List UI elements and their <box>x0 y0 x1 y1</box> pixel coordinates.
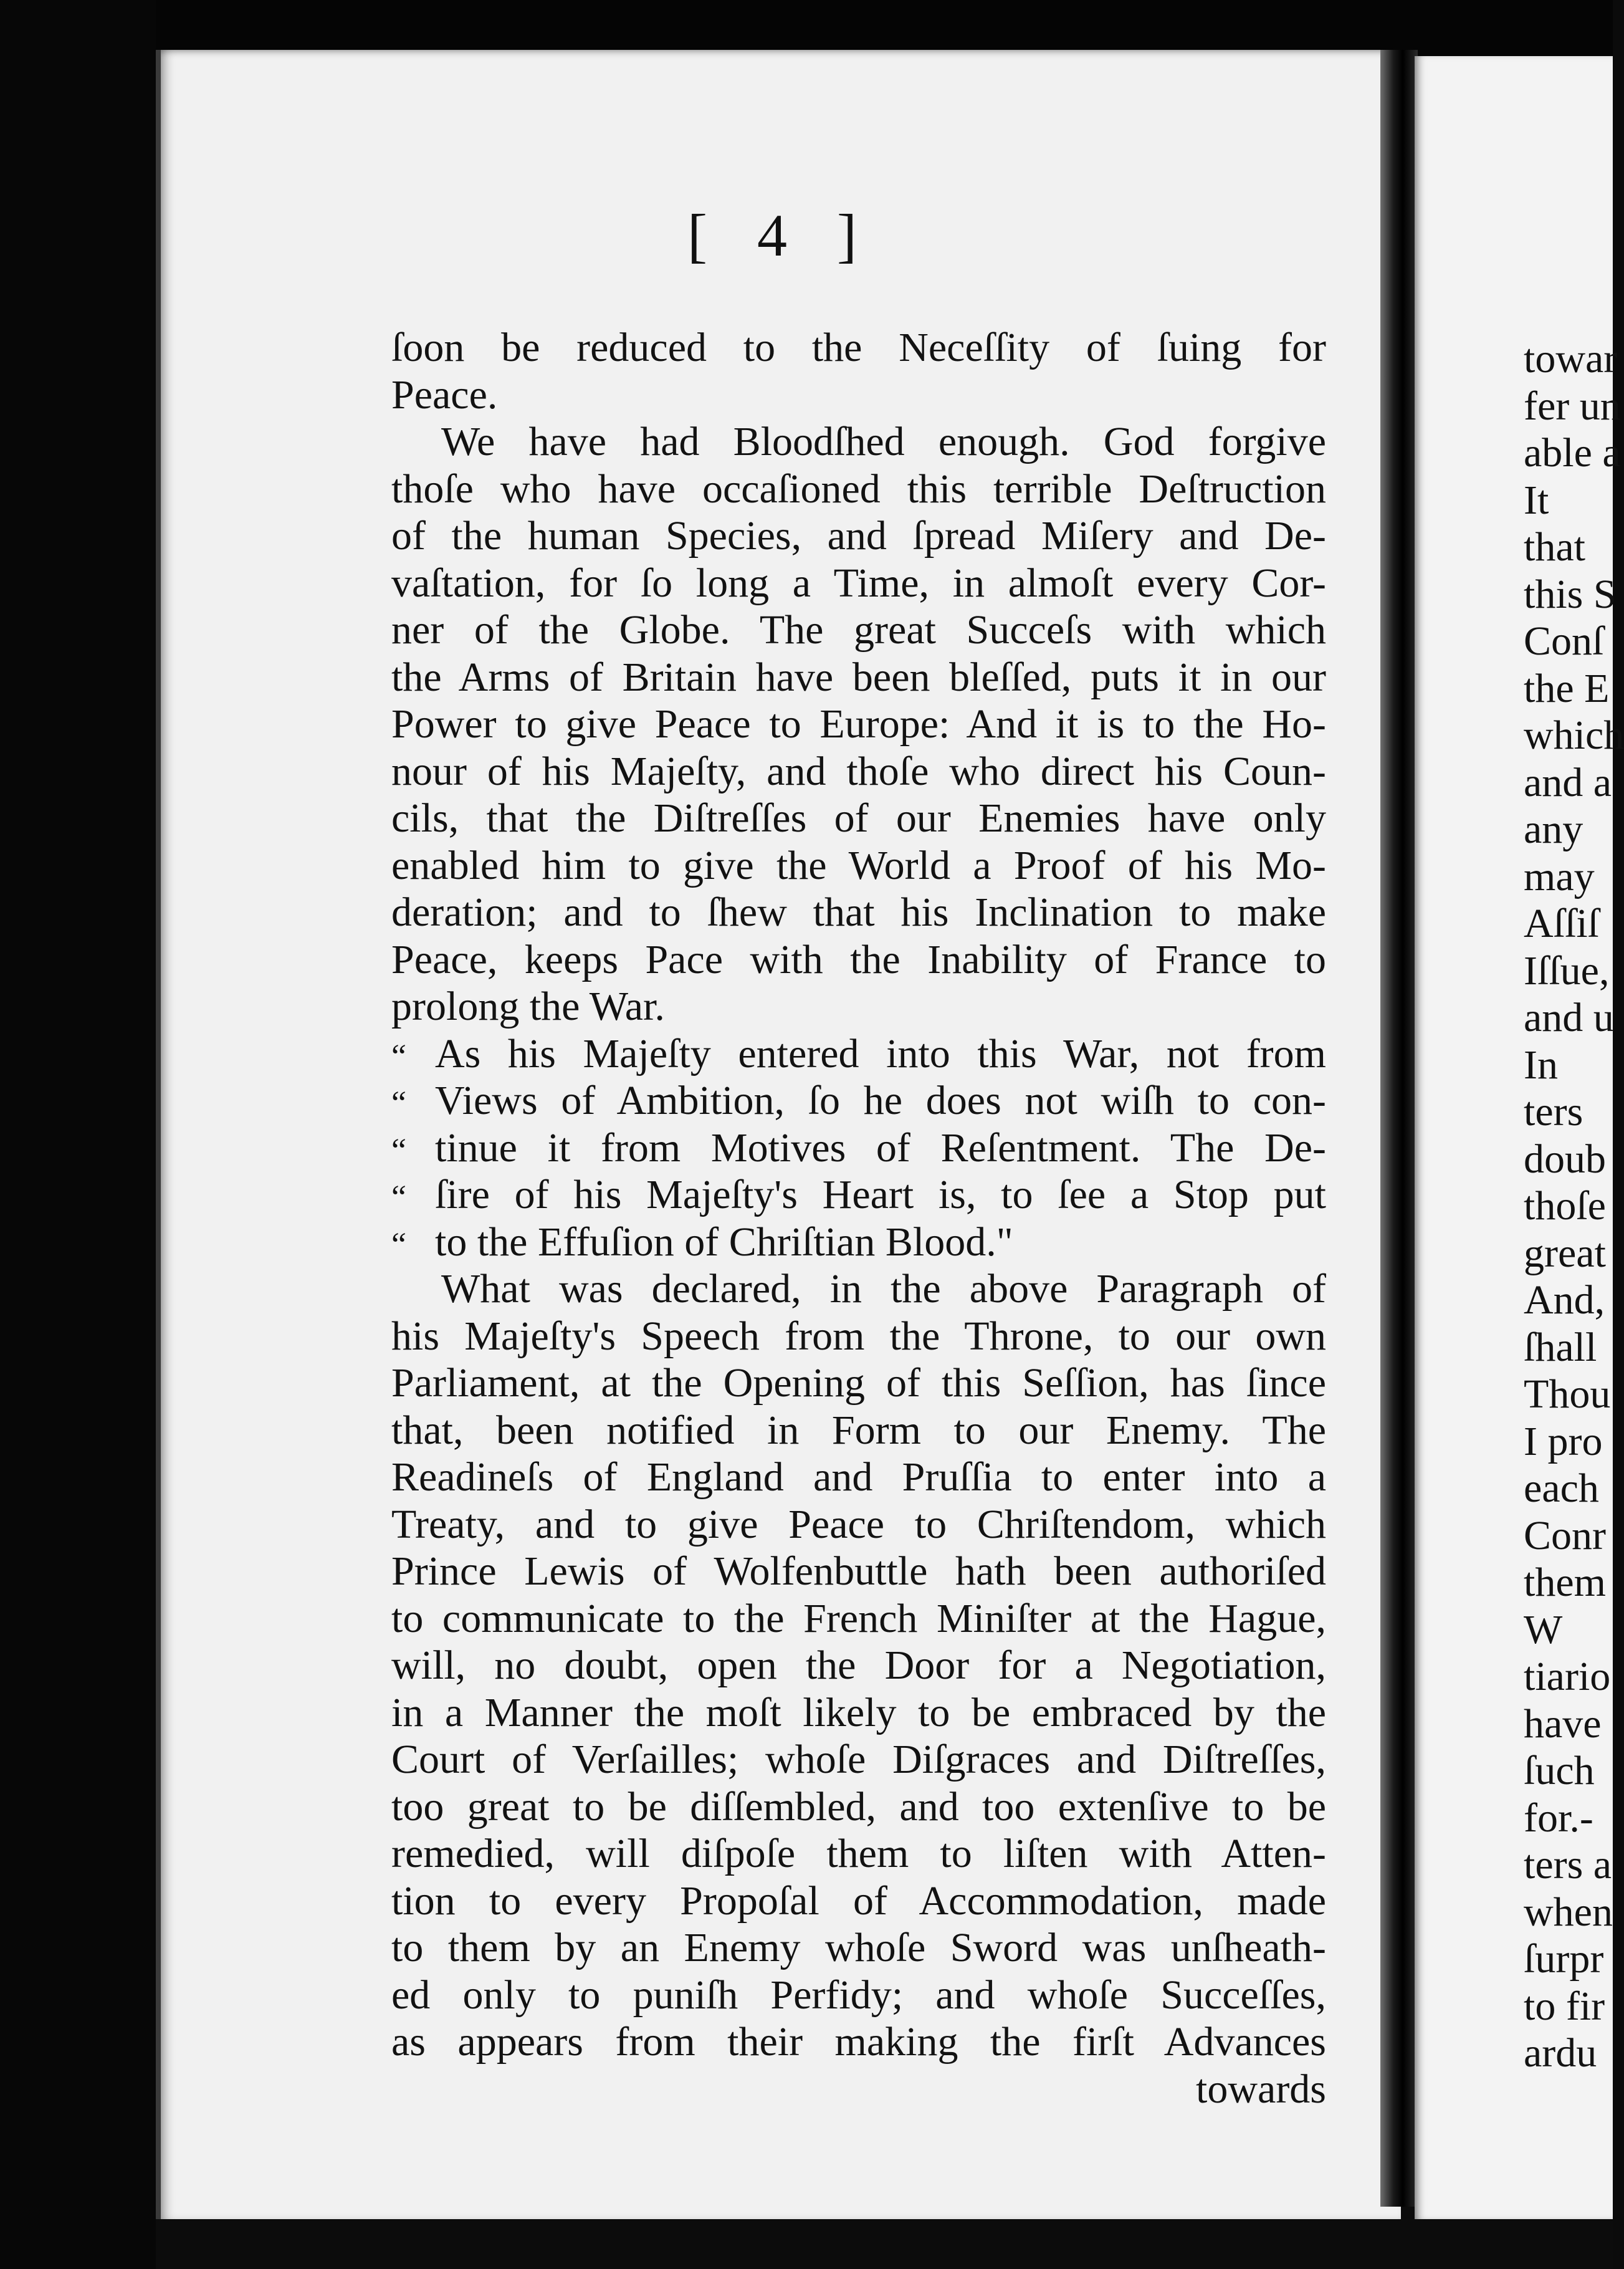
right-text-line: Iſſue, <box>1524 947 1610 994</box>
text-line: enabled him to give the World a Proof of his Mo- <box>391 842 1326 888</box>
quote-mark: “ <box>391 1225 406 1263</box>
right-text-line: ters <box>1524 1089 1583 1134</box>
right-text-line: any <box>1524 807 1583 852</box>
text-line: Court of Verſailles; whoſe Diſgraces and Diſtreſſes, <box>391 1737 1326 1782</box>
text-line: deration; and to ſhew that his Inclination to make <box>391 890 1326 935</box>
right-text-line: the E <box>1524 665 1610 711</box>
right-text-line: great <box>1524 1230 1606 1276</box>
text-line: What was declared, in the above Paragraph of <box>441 1266 1326 1312</box>
right-text-line: ſurpr <box>1524 1936 1604 1982</box>
text-line: remedied, will diſpoſe them to liſten with Atten- <box>391 1831 1326 1876</box>
right-text-line: Conr <box>1524 1512 1606 1558</box>
right-text-line: have <box>1524 1701 1602 1747</box>
quote-mark: “ <box>391 1178 406 1216</box>
text-line: nour of his Majeſty, and thoſe who direct his Coun- <box>391 748 1326 794</box>
text-line: too great to be diſſembled, and too extenſive to be <box>391 1783 1326 1830</box>
text-line: Readineſs of England and Pruſſia to enter into a <box>391 1454 1326 1500</box>
right-page-text <box>1524 335 1624 2077</box>
quoted-line <box>391 1219 1326 1266</box>
right-text-line: each <box>1524 1465 1599 1511</box>
text-line: Treaty, and to give Peace to Chriſtendom, which <box>391 1501 1326 1547</box>
right-book-page <box>1415 56 1624 2219</box>
text-line: the Arms of Britain have been bleſſed, puts it in our <box>391 654 1326 700</box>
right-text-line: doub <box>1524 1136 1606 1182</box>
right-text-line: this S <box>1524 571 1617 617</box>
text-line: to them by an Enemy whoſe Sword was unſheath- <box>391 1925 1326 1970</box>
quoted-text: ſire of his Majeſty's Heart is, to ſee a Stop put <box>435 1172 1326 1217</box>
text-line: We have had Bloodſhed enough. God forgive <box>441 419 1326 464</box>
right-text-line: when <box>1524 1889 1613 1935</box>
page-text <box>391 324 1326 2113</box>
right-text-line: ardu <box>1524 2030 1597 2076</box>
page-number: [ 4 ] <box>687 202 874 269</box>
right-text-line: tiario <box>1524 1654 1611 1699</box>
catchword: towards <box>1196 2066 1326 2112</box>
right-text-line: It <box>1524 477 1549 523</box>
text-line: vaſtation, for ſo long a Time, in almoſt every Cor- <box>391 560 1326 606</box>
text-line: as appears from their making the firſt Advances <box>391 2019 1326 2065</box>
quoted-text: to the Effuſion of Chriſtian Blood." <box>435 1219 1013 1265</box>
text-line: ed only to puniſh Perfidy; and whoſe Succeſſes, <box>391 1972 1326 2018</box>
quoted-text: tinue it from Motives of Reſentment. The De- <box>435 1125 1326 1171</box>
right-text-line: thoſe <box>1524 1183 1606 1229</box>
text-line: Peace, keeps Pace with the Inability of France to <box>391 936 1326 982</box>
scan-background-left <box>0 0 156 2269</box>
right-text-line: ſuch <box>1524 1748 1595 1793</box>
right-text-line: them <box>1524 1560 1606 1605</box>
right-text-line: Aſſiſ <box>1524 901 1600 946</box>
text-line: to communicate to the French Miniſter at the Hague, <box>391 1595 1326 1641</box>
text-line: Power to give Peace to Europe: And it is to the Ho- <box>391 701 1326 747</box>
right-text-line: ſhall <box>1524 1324 1597 1370</box>
quote-mark: “ <box>391 1037 406 1075</box>
quoted-text: As his Majeſty entered into this War, not from <box>435 1030 1326 1077</box>
text-line: will, no doubt, open the Door for a Negotiation, <box>391 1643 1326 1688</box>
right-text-line: and u <box>1524 995 1614 1040</box>
text-line: thoſe who have occaſioned this terrible Deſtruction <box>391 466 1326 512</box>
text-line: ſoon be reduced to the Neceſſity of ſuing for <box>391 325 1326 370</box>
text-line: prolong the War. <box>391 984 665 1029</box>
text-line: cils, that the Diſtreſſes of our Enemies have only <box>391 795 1326 841</box>
right-text-line: ters a <box>1524 1842 1612 1888</box>
text-line: Prince Lewis of Wolfenbuttle hath been authoriſed <box>391 1548 1326 1594</box>
text-line: of the human Species, and ſpread Miſery and De- <box>391 513 1326 559</box>
text-line: that, been notified in Form to our Enemy. The <box>391 1407 1326 1453</box>
quoted-text: Views of Ambition, ſo he does not wiſh to con- <box>435 1078 1326 1123</box>
text-line: Parliament, at the Opening of this Seſſion, has ſince <box>391 1360 1326 1406</box>
quote-mark: “ <box>391 1131 406 1169</box>
right-text-line: towar <box>1524 336 1618 381</box>
right-text-line: may <box>1524 853 1595 899</box>
right-text-line: And, <box>1524 1277 1605 1323</box>
text-line: in a Manner the moſt likely to be embraced by the <box>391 1689 1326 1735</box>
quoted-line <box>391 1171 1326 1219</box>
book-gutter <box>1380 50 1418 2207</box>
scan-background-top <box>0 0 1613 56</box>
right-text-line: I pro <box>1524 1418 1603 1464</box>
right-text-line: to fir <box>1524 1983 1605 2029</box>
right-text-line: In <box>1524 1042 1558 1088</box>
right-text-line: able a <box>1524 430 1621 476</box>
quote-mark: “ <box>391 1084 406 1121</box>
right-text-line: and a <box>1524 759 1612 805</box>
right-text-line: W <box>1524 1606 1563 1653</box>
quoted-line <box>391 1125 1326 1172</box>
quoted-line <box>391 1077 1326 1125</box>
text-line: tion to every Propoſal of Accommodation, made <box>391 1878 1326 1924</box>
right-text-line: for.- <box>1524 1795 1593 1841</box>
right-text-line: Conſ <box>1524 618 1604 664</box>
right-text-line: that <box>1524 524 1585 570</box>
text-line: Peace. <box>391 372 498 418</box>
quoted-line <box>391 1030 1326 1078</box>
left-book-page <box>156 50 1401 2219</box>
right-text-line: Thou <box>1524 1371 1611 1417</box>
right-text-line: fer un <box>1524 383 1621 429</box>
text-line: ner of the Globe. The great Succeſs with which <box>391 607 1326 653</box>
text-line: his Majeſty's Speech from the Throne, to our own <box>391 1313 1326 1359</box>
scan-background-bottom <box>156 2219 1613 2269</box>
right-text-line: which <box>1524 712 1624 758</box>
